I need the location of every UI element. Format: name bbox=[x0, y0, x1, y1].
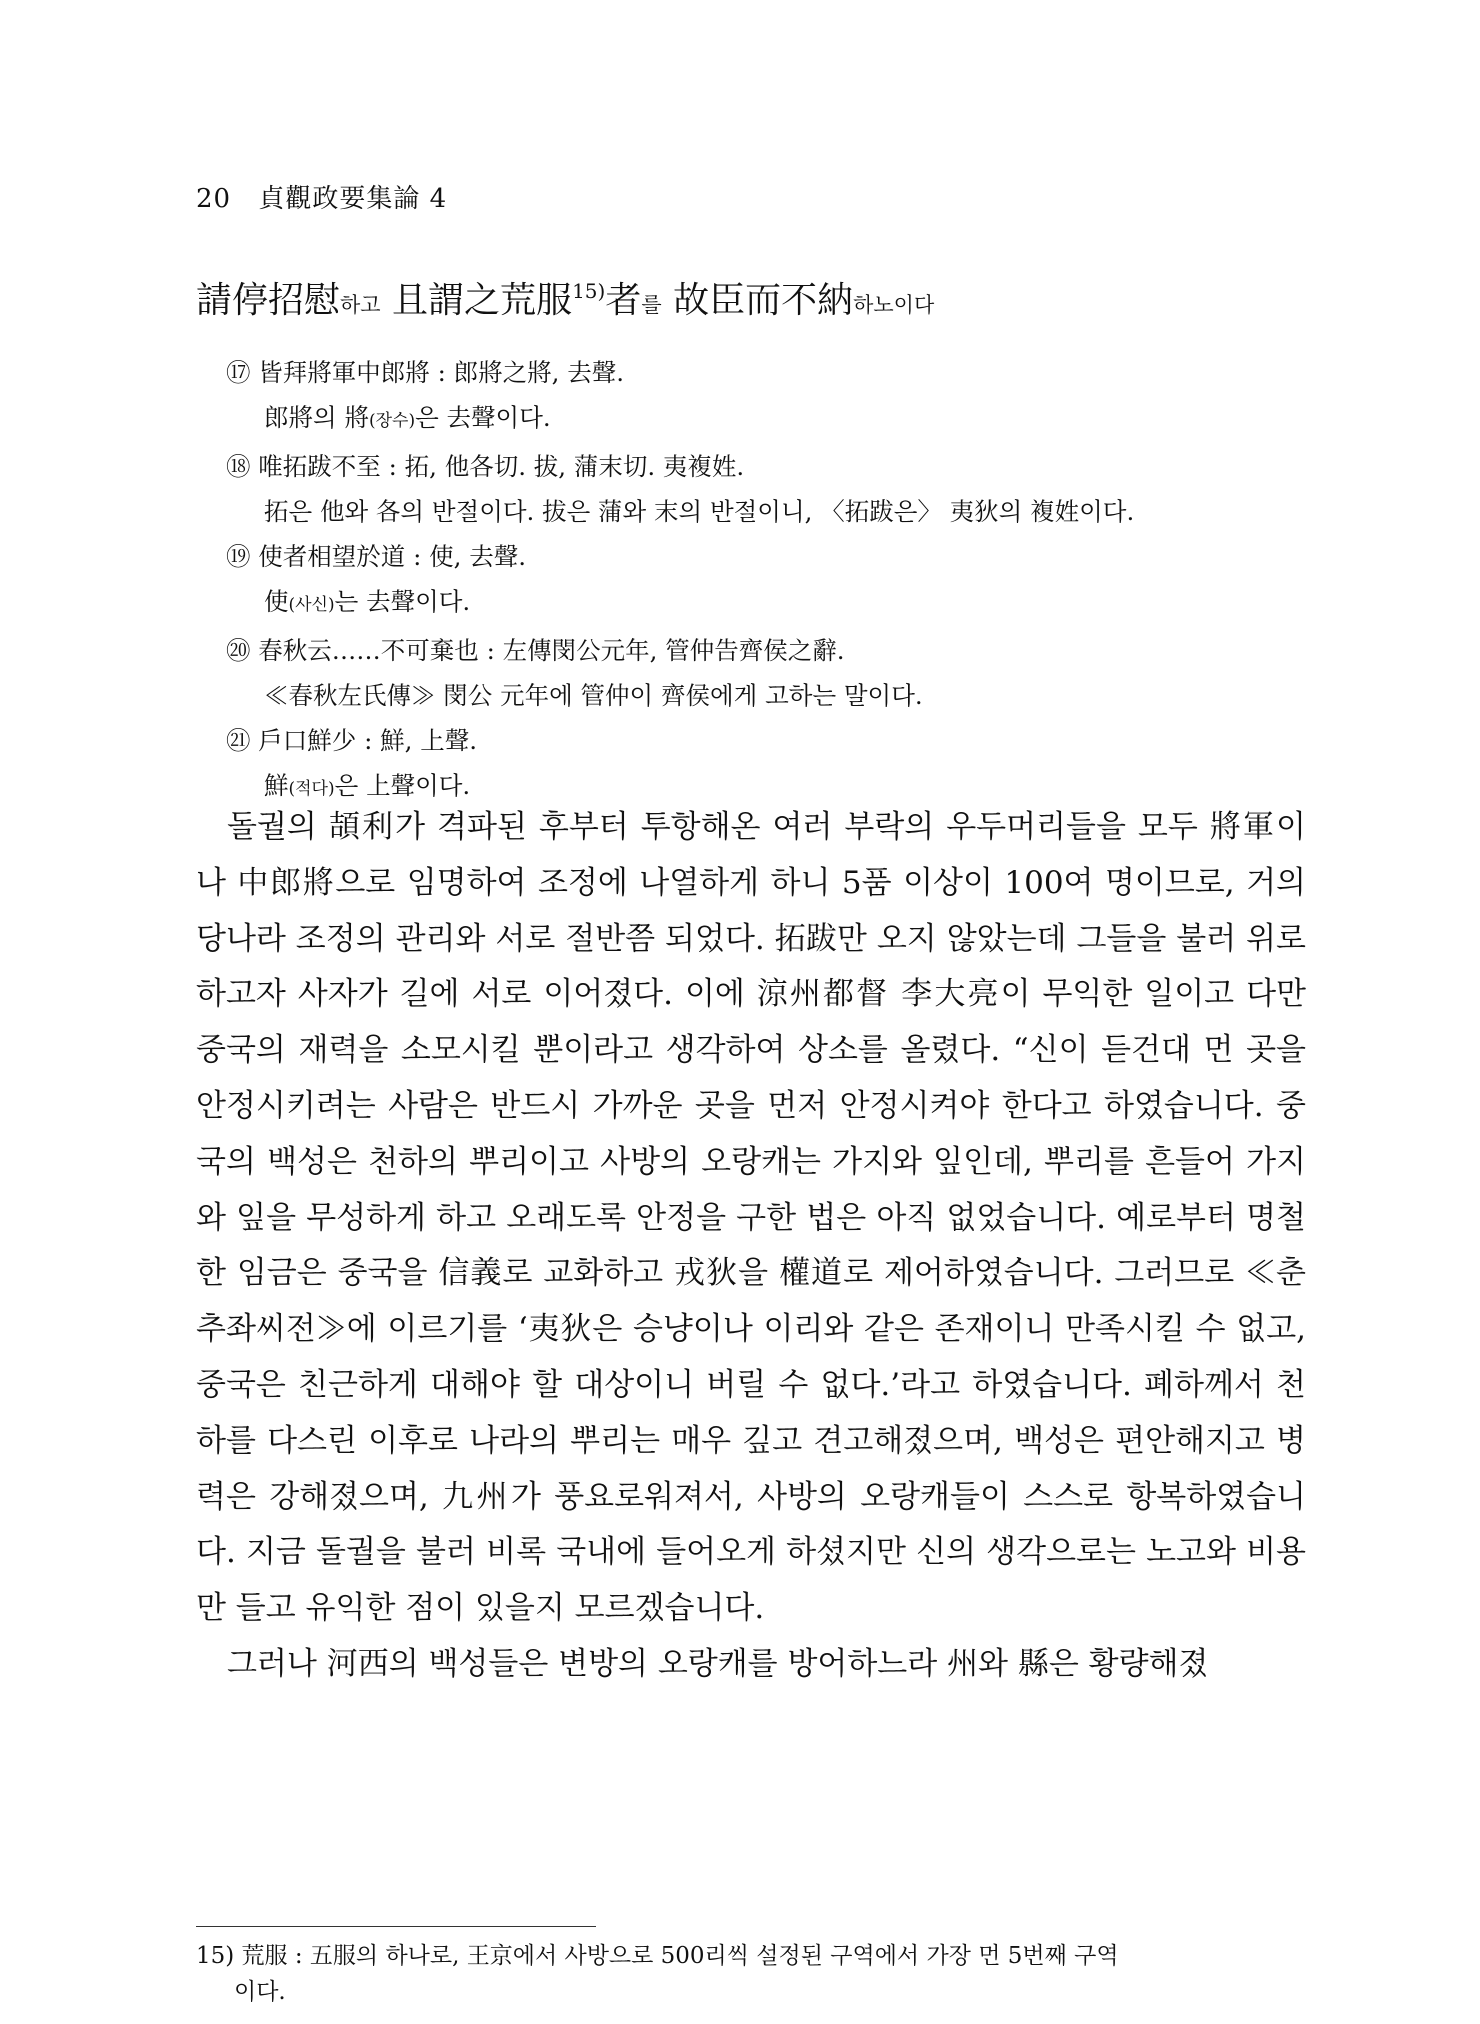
heading-part2: 且謂之荒服 bbox=[392, 280, 573, 321]
note-gloss bbox=[226, 673, 1306, 718]
gloss-text: 拓은 他와 各의 반절이다. 拔은 蒲와 末의 반절이니, 〈拓跋은〉 夷狄의 複姓이다. bbox=[264, 497, 1135, 526]
annotation-notes bbox=[226, 350, 1306, 812]
gloss-text-end: 는 去聲이다. bbox=[334, 587, 471, 616]
note-18 bbox=[226, 444, 1306, 534]
note-19 bbox=[226, 534, 1306, 628]
heading-part1: 請停招慰 bbox=[196, 280, 341, 321]
footnote-divider bbox=[196, 1926, 596, 1927]
note-line: ㉑ 戶口鮮少 : 鮮, 上聲. bbox=[226, 726, 477, 755]
footnote-text: 15) 荒服 : 五服의 하나로, 王京에서 사방으로 500리씩 설정된 구역에서 가장 먼 5번째 구역 bbox=[196, 1943, 1119, 1969]
note-21 bbox=[226, 718, 1306, 812]
gloss-text: 使 bbox=[264, 587, 289, 616]
heading-part1-suffix: 하고 bbox=[340, 293, 381, 317]
translation-body bbox=[196, 800, 1306, 1693]
note-20 bbox=[226, 628, 1306, 718]
paragraph-2: 그러나 河西의 백성들은 변방의 오랑캐를 방어하느라 州와 縣은 황량해졌 bbox=[227, 1645, 1209, 1682]
footnote-ref[interactable]: 15) bbox=[572, 279, 606, 303]
gloss-reading: (장수) bbox=[368, 411, 416, 431]
note-gloss bbox=[226, 579, 1306, 628]
gloss-reading: (적다) bbox=[288, 779, 335, 799]
note-17 bbox=[226, 350, 1306, 444]
gloss-reading: (사신) bbox=[288, 595, 335, 615]
gloss-text: ≪春秋左氏傳≫ 閔公 元年에 管仲이 齊侯에게 고하는 말이다. bbox=[264, 681, 923, 710]
paragraph-1: 돌궐의 頡利가 격파된 후부터 투항해온 여러 부락의 우두머리들을 모두 將軍이나 中郎將으로 임명하여 조정에 나열하게 하니 5품 이상이 100여 명이므로, 거의 당나라 조정의 관리와 서로 절반쯤 되었다. 拓跋만 오지 않았는데 그들을 불러 위로하고자 사자가 길에 서로 이어졌다. 이에 涼州都督 李大亮이 무익한 일이고 다만 중국의 재력을 소모시킬 뿐이라고 생각하여 상소를 올렸다. “신이 듣건대 먼 곳을 안정시키려는 사람은 반드시 가까운 곳을 먼저 안정시켜야 한다고 하였습니다. 중국의 백성은 천하의 뿌리이고 사방의 오랑캐는 가지와 잎인데, 뿌리를 흔들어 가지와 잎을 무성하게 하고 오래도록 안정을 구한 법은 아직 없었습니다. 예로부터 명철한 임금은 중국을 信義로 교화하고 戎狄을 權道로 제어하였습니다. 그러므로 ≪춘추좌씨전≫에 이르기를 ‘夷狄은 승냥이나 이리와 같은 존재이니 만족시킬 수 없고, 중국은 친근하게 대해야 할 대상이니 버릴 수 없다.’라고 하였습니다. 폐하께서 천하를 다스린 이후로 나라의 뿌리는 매우 깊고 견고해졌으며, 백성은 편안해지고 병력은 강해졌으며, 九州가 풍요로워져서, 사방의 오랑캐들이 스스로 항복하였습니다. 지금 돌궐을 불러 비록 국내에 들어오게 하셨지만 신의 생각으로는 노고와 비용만 들고 유익한 점이 있을지 모르겠습니다. bbox=[196, 809, 1306, 1627]
note-line: ⑳ 春秋云……不可棄也 : 左傳閔公元年, 管仲告齊侯之辭. bbox=[226, 636, 845, 665]
heading-part4: 故臣而不納 bbox=[673, 280, 854, 321]
note-gloss bbox=[226, 395, 1306, 444]
note-gloss bbox=[226, 489, 1306, 534]
gloss-text: 鮮 bbox=[264, 771, 289, 800]
note-line: ⑱ 唯拓跋不至 : 拓, 他各切. 拔, 蒲末切. 夷複姓. bbox=[226, 452, 745, 481]
page-number: 20 bbox=[196, 184, 232, 214]
running-header bbox=[196, 178, 447, 215]
book-title: 貞觀政要集論 4 bbox=[258, 184, 448, 214]
heading-part4-suffix: 하노이다 bbox=[853, 293, 935, 317]
note-line: ⑰ 皆拜將軍中郎將 : 郎將之將, 去聲. bbox=[226, 358, 624, 387]
gloss-text-end: 은 去聲이다. bbox=[415, 403, 551, 432]
footnote-15 bbox=[196, 1938, 1306, 2010]
gloss-text-end: 은 上聲이다. bbox=[334, 771, 471, 800]
heading-part3: 者 bbox=[605, 280, 642, 321]
note-line: ⑲ 使者相望於道 : 使, 去聲. bbox=[226, 542, 526, 571]
gloss-text: 郎將의 將 bbox=[264, 403, 369, 432]
classical-text-heading bbox=[196, 272, 1296, 323]
footnote-continuation: 이다. bbox=[234, 1979, 286, 2005]
heading-part3-suffix: 를 bbox=[641, 293, 662, 317]
